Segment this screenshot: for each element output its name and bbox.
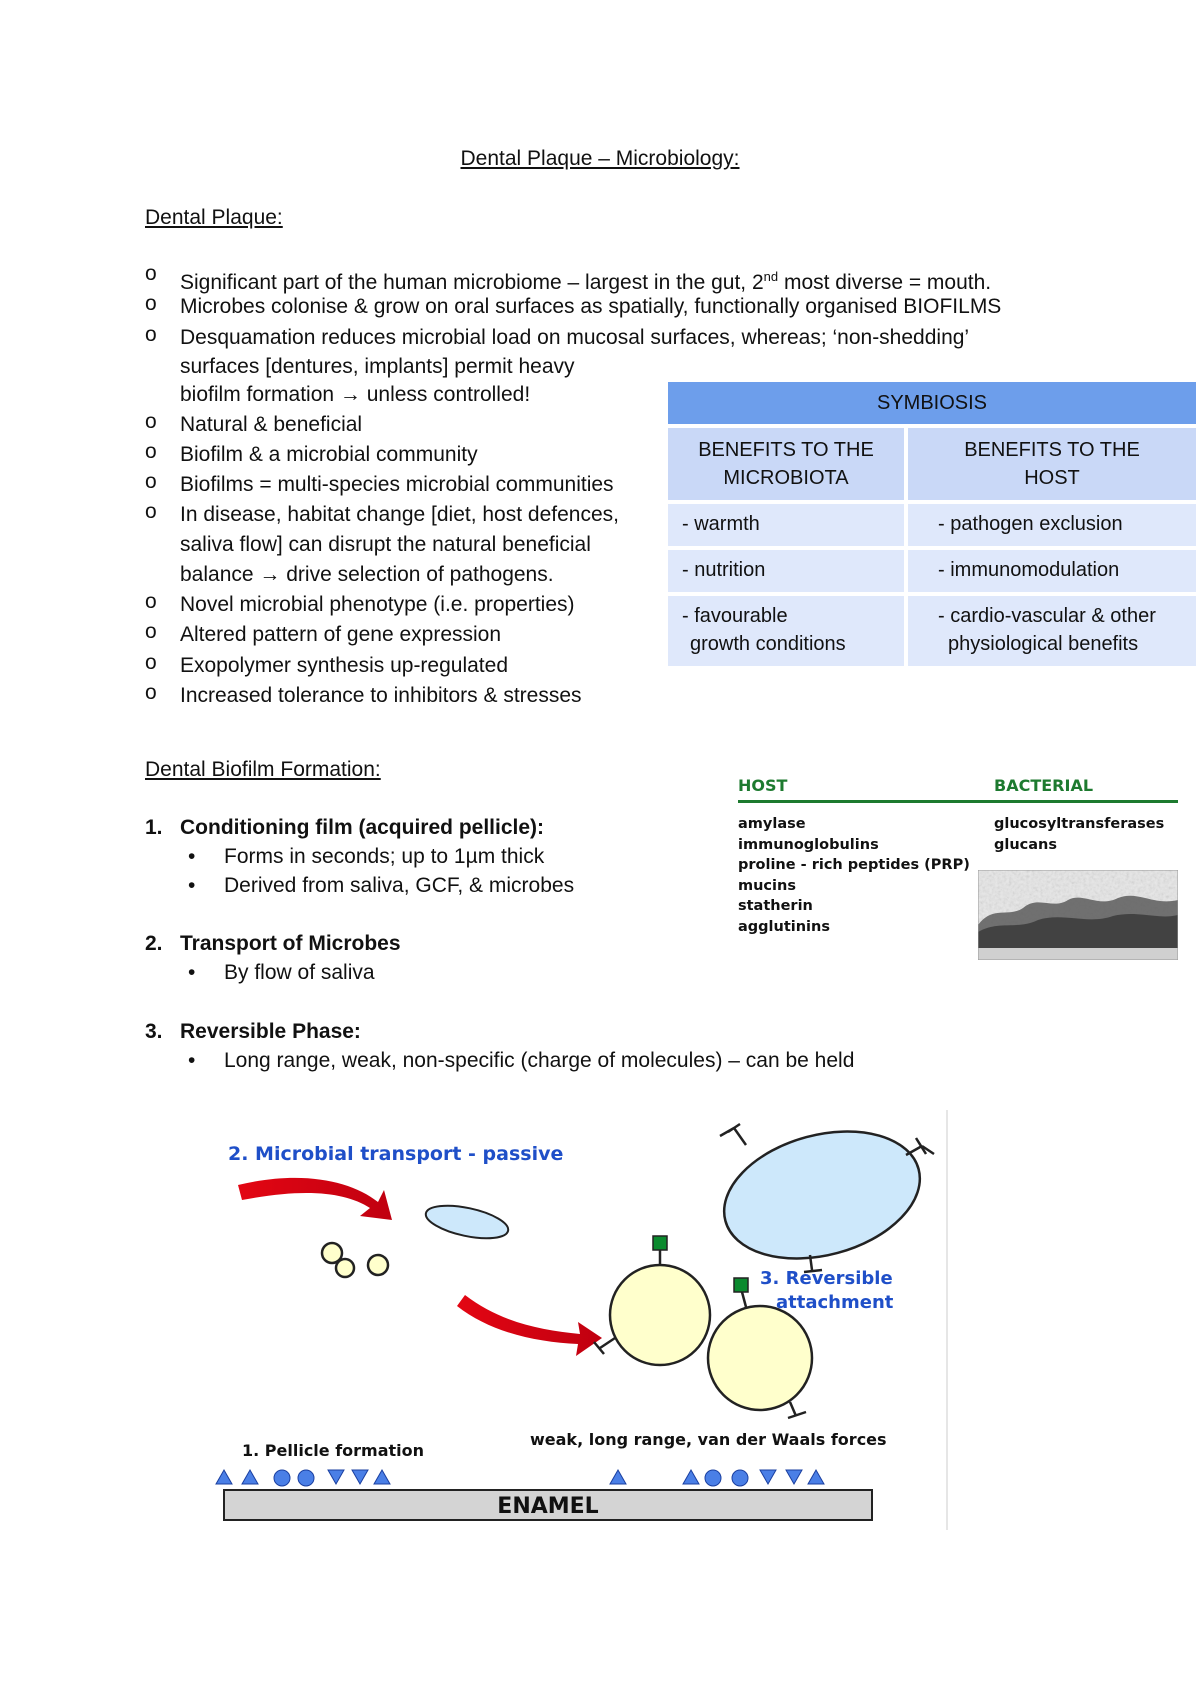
attaching-bacterium — [708, 1306, 812, 1410]
step-point: Forms in seconds; up to 1µm thick — [224, 845, 545, 868]
bullet-text: saliva flow] can disrupt the natural beneficial — [180, 533, 591, 556]
step-number: 2. — [145, 932, 163, 955]
host-item: immunoglobulins — [738, 836, 879, 853]
host-item: statherin — [738, 898, 813, 914]
bullet-marker: o — [145, 681, 157, 704]
pellicle-molecules — [216, 1470, 824, 1486]
bullet-marker: o — [145, 620, 157, 643]
step-point: Derived from saliva, GCF, & microbes — [224, 874, 575, 897]
coccus-cell — [336, 1259, 354, 1277]
symbiosis-cell: - favourable growth conditions — [668, 596, 904, 666]
bullet-text: Microbes colonise & grow on oral surfaces as spatially, functionally organised BIOFILMS — [180, 295, 1002, 318]
rod-cell — [423, 1200, 511, 1245]
forces-label: weak, long range, van der Waals forces — [530, 1430, 887, 1449]
biofilm-micrograph — [978, 870, 1178, 960]
symbiosis-cell: - pathogen exclusion — [908, 504, 1196, 546]
reversible-label: 3. Reversible — [760, 1268, 893, 1289]
step-title: Reversible Phase: — [180, 1020, 361, 1043]
host-item: proline - rich peptides (PRP) — [738, 857, 970, 873]
pellicle-components-figure — [738, 770, 1178, 970]
bacterial-label: BACTERIAL — [994, 776, 1094, 795]
symbiosis-title-row — [668, 428, 1196, 500]
bacterial-item: glucans — [994, 836, 1058, 853]
bullet-text: Desquamation reduces microbial load on mucosal surfaces, whereas; ‘non-shedding’ — [180, 326, 970, 349]
symbiosis-row — [668, 550, 1196, 592]
page-title: Dental Plaque – Microbiology: — [460, 147, 740, 170]
symbiosis-cell: - nutrition — [668, 550, 904, 592]
bullet-text: biofilm formation → unless controlled! — [180, 383, 531, 406]
bullet-text: Biofilms = multi-species microbial communities — [180, 473, 614, 496]
bullet-text: Biofilm & a microbial community — [180, 443, 478, 466]
pellicle-label: 1. Pellicle formation — [242, 1441, 425, 1460]
bullet-text: Novel microbial phenotype (i.e. properties) — [180, 593, 575, 616]
bullet-text: Exopolymer synthesis up-regulated — [180, 654, 509, 677]
bullet-marker: o — [145, 262, 157, 285]
bullet-dot: • — [188, 1049, 196, 1072]
step-number: 1. — [145, 816, 163, 839]
biofilm-formation-diagram — [210, 1110, 970, 1540]
transport-label: 2. Microbial transport - passive — [228, 1143, 564, 1165]
step-number: 3. — [145, 1020, 163, 1043]
host-item: mucins — [738, 877, 796, 894]
symbiosis-cell: - immunomodulation — [908, 550, 1196, 592]
bullet-dot: • — [188, 961, 196, 984]
host-item: agglutinins — [738, 918, 830, 935]
bullet-text: Increased tolerance to inhibitors & stresses — [180, 684, 582, 707]
symbiosis-row — [668, 596, 1196, 666]
symbiosis-cell: - cardio-vascular & other physiological benefits — [908, 596, 1196, 666]
step-point: Long range, weak, non-specific (charge of molecules) – can be held — [224, 1049, 855, 1072]
bullet-text: Altered pattern of gene expression — [180, 623, 502, 646]
step-point: By flow of saliva — [224, 961, 375, 984]
bullet-marker: o — [145, 470, 157, 493]
section-heading-biofilm-formation: Dental Biofilm Formation: — [145, 758, 381, 781]
step-title: Conditioning film (acquired pellicle): — [180, 816, 545, 839]
bullet-marker: o — [145, 440, 157, 463]
receptor-marker — [734, 1278, 748, 1292]
attachment-label: attachment — [776, 1292, 894, 1313]
bullet-marker: o — [145, 651, 157, 674]
bullet-text: In disease, habitat change [diet, host defences, — [180, 503, 619, 526]
step-title: Transport of Microbes — [180, 932, 401, 955]
microbiota-benefits-title: BENEFITS TO THE MICROBIOTA — [668, 428, 904, 500]
bullet-marker: o — [145, 500, 157, 523]
bullet-dot: • — [188, 874, 196, 897]
symbiosis-row — [668, 504, 1196, 546]
enamel-label: ENAMEL — [497, 1494, 599, 1519]
symbiosis-table — [668, 382, 1196, 666]
bullet-text: surfaces [dentures, implants] permit heavy — [180, 355, 575, 378]
bullet-marker: o — [145, 323, 157, 346]
divider-line — [738, 800, 1178, 803]
bullet-text: Natural & beneficial — [180, 413, 363, 436]
attaching-bacterium — [610, 1265, 710, 1365]
transport-arrow — [457, 1295, 602, 1356]
bacterial-item: glucosyltransferases — [994, 816, 1165, 832]
transport-arrow — [238, 1178, 392, 1220]
symbiosis-cell: - warmth — [668, 504, 904, 546]
large-bacterium — [710, 1111, 934, 1279]
bullet-marker: o — [145, 410, 157, 433]
bullet-dot: • — [188, 845, 196, 868]
bullet-text: Significant part of the human microbiome – largest in the gut, 2nd most diverse = mouth. — [180, 269, 992, 294]
bullet-marker: o — [145, 292, 157, 315]
section-heading-dental-plaque: Dental Plaque: — [145, 206, 283, 229]
bullet-marker: o — [145, 590, 157, 613]
coccus-cell — [368, 1255, 388, 1275]
receptor-marker — [653, 1236, 667, 1250]
host-benefits-title: BENEFITS TO THE HOST — [908, 428, 1196, 500]
host-label: HOST — [738, 776, 788, 795]
host-item: amylase — [738, 816, 806, 832]
bullet-text: balance → drive selection of pathogens. — [180, 563, 554, 586]
symbiosis-header: SYMBIOSIS — [668, 382, 1196, 424]
